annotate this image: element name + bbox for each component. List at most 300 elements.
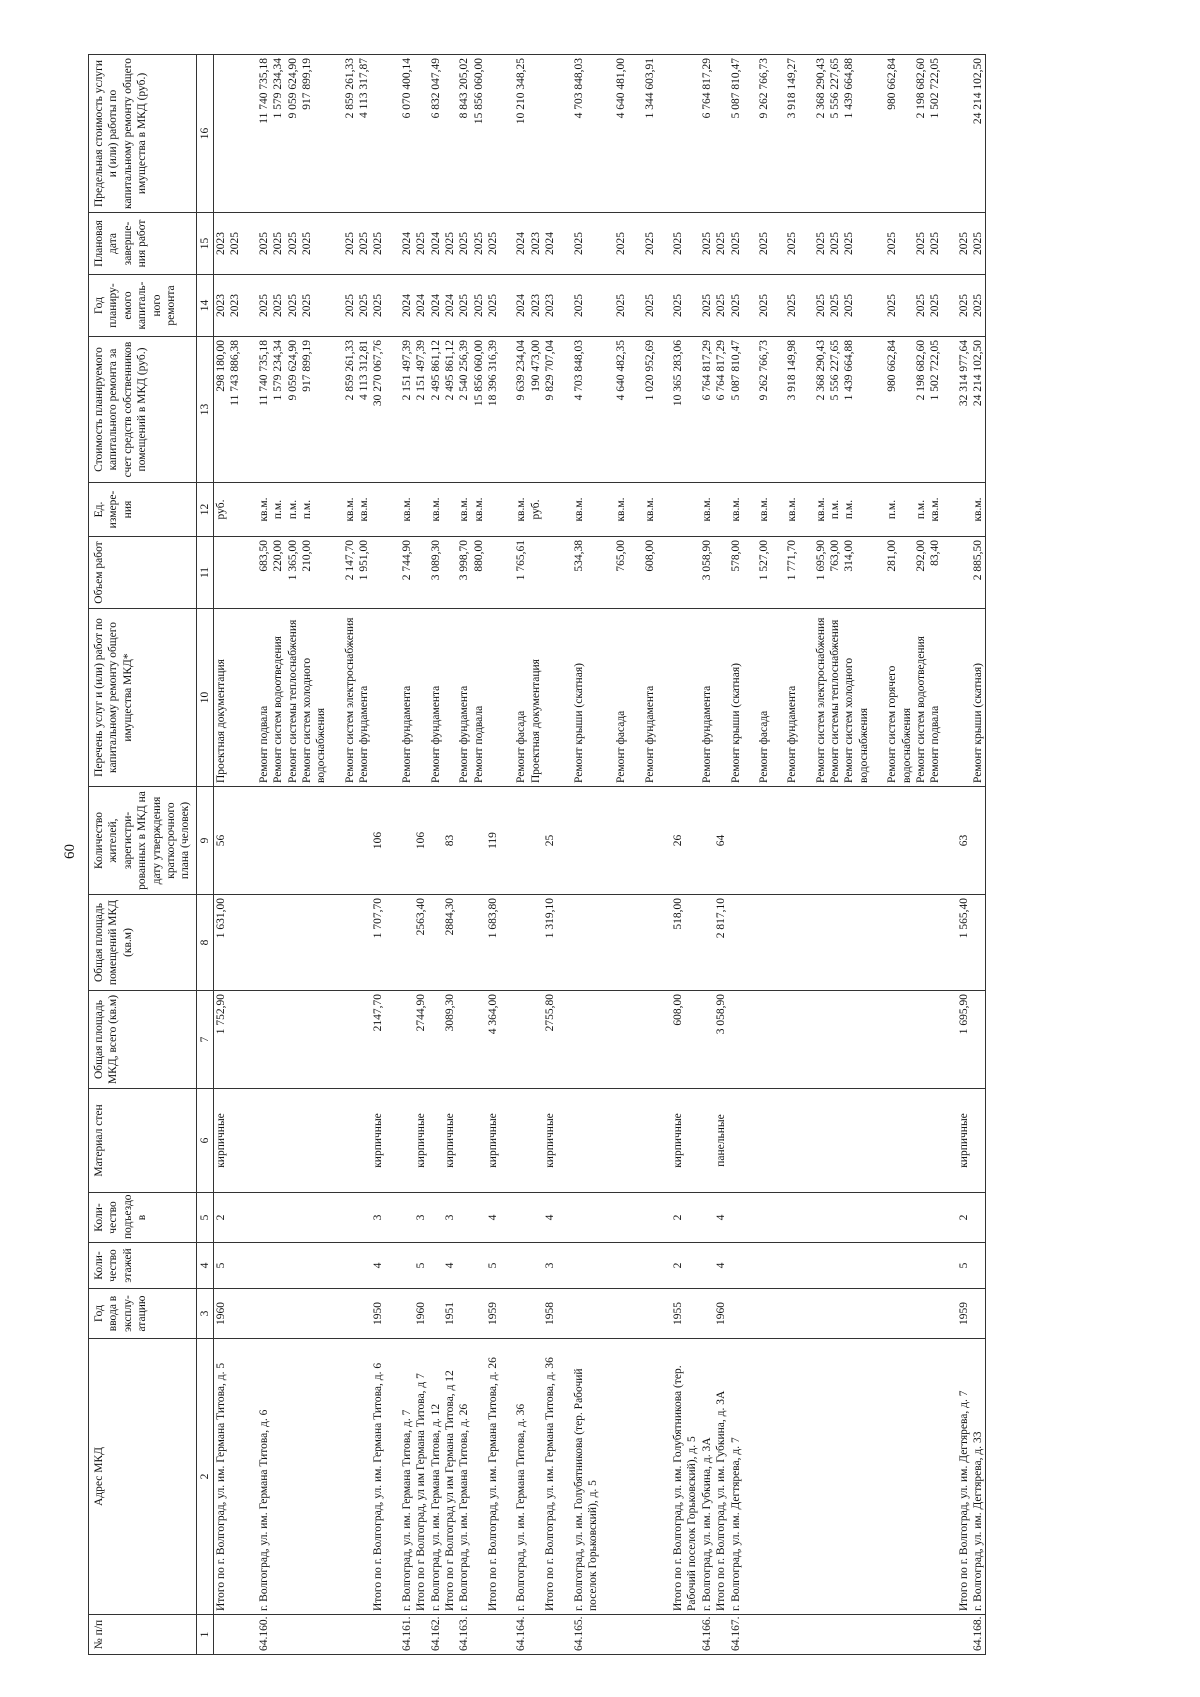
table-cell bbox=[357, 1193, 371, 1243]
table-cell: 106 bbox=[414, 787, 428, 895]
table-cell: 1 344 603,91 bbox=[643, 55, 657, 213]
table-row bbox=[971, 55, 986, 1655]
table-cell: 2024 bbox=[414, 275, 428, 337]
table-cell bbox=[457, 1289, 471, 1339]
table-cell bbox=[614, 1339, 628, 1615]
table-cell: 2025 bbox=[971, 275, 986, 337]
table-cell: г. Волгоград, ул. им. Германа Титова, д. 36 bbox=[514, 1339, 528, 1615]
table-cell: 2025 bbox=[757, 275, 771, 337]
table-cell: 2 744,90 bbox=[400, 537, 414, 609]
empty-cell bbox=[743, 1193, 757, 1243]
table-cell bbox=[228, 483, 242, 537]
empty-cell bbox=[871, 787, 885, 895]
table-cell bbox=[300, 1089, 329, 1193]
table-cell: кв.м. bbox=[643, 483, 657, 537]
empty-cell bbox=[657, 1339, 671, 1615]
table-cell bbox=[814, 1339, 828, 1615]
table-cell: 18 396 316,39 bbox=[486, 337, 500, 483]
column-header: Предельная стоимость услуги и (или) работы по капитальному ремонту общего имущества в МКД (руб.) bbox=[89, 55, 197, 213]
table-cell: 2025 bbox=[286, 213, 300, 275]
empty-cell bbox=[500, 895, 514, 991]
table-cell: Ремонт систем холодного водоснабжения bbox=[300, 609, 329, 787]
table-cell: Итого по г Волгоград ул им Германа Титова, д 12 bbox=[443, 1339, 457, 1615]
table-cell: кв.м. bbox=[472, 483, 486, 537]
empty-cell bbox=[657, 1193, 671, 1243]
empty-cell bbox=[629, 991, 643, 1089]
empty-cell bbox=[800, 213, 814, 275]
empty-cell bbox=[500, 275, 514, 337]
table-cell: Итого по г Волгоград, ул им Германа Титова, д 7 bbox=[414, 1339, 428, 1615]
table-cell: Ремонт фундамента bbox=[785, 609, 799, 787]
table-cell bbox=[486, 55, 500, 213]
table-cell bbox=[885, 895, 914, 991]
table-cell: Ремонт крыши (скатная) bbox=[729, 609, 743, 787]
table-cell: 11 740 735,18 bbox=[257, 337, 271, 483]
table-cell bbox=[257, 787, 271, 895]
table-cell: 6 832 047,49 bbox=[429, 55, 443, 213]
table-cell: 1960 bbox=[214, 1289, 229, 1339]
table-cell bbox=[928, 1339, 942, 1615]
table-cell bbox=[828, 1339, 842, 1615]
table-cell bbox=[957, 609, 971, 787]
table-cell bbox=[928, 1193, 942, 1243]
table-cell bbox=[257, 1243, 271, 1289]
table-row bbox=[228, 55, 242, 1655]
empty-cell bbox=[800, 1339, 814, 1615]
table-cell bbox=[286, 991, 300, 1089]
table-cell: Ремонт систем холодного водоснабжения bbox=[842, 609, 871, 787]
table-row bbox=[214, 55, 229, 1655]
table-cell bbox=[828, 1193, 842, 1243]
empty-cell bbox=[800, 537, 814, 609]
table-cell: 63 bbox=[957, 787, 971, 895]
capital-repair-table bbox=[88, 54, 986, 1655]
table-cell: кирпичные bbox=[414, 1089, 428, 1193]
table-cell: 2025 bbox=[914, 213, 928, 275]
column-header: Стоимость планируемого капитального ремонта за счет средств собственников помещений в МКД (руб.) bbox=[89, 337, 197, 483]
spacer-row bbox=[800, 55, 814, 1655]
table-cell bbox=[671, 609, 700, 787]
table-cell bbox=[671, 55, 700, 213]
table-cell bbox=[271, 1615, 285, 1655]
table-cell: 2025 bbox=[443, 213, 457, 275]
table-cell bbox=[885, 1243, 914, 1289]
table-row bbox=[343, 55, 357, 1655]
table-cell bbox=[700, 895, 714, 991]
table-cell bbox=[472, 787, 486, 895]
empty-cell bbox=[871, 275, 885, 337]
table-cell bbox=[228, 55, 242, 213]
table-cell: 2025 bbox=[357, 275, 371, 337]
table-cell: 30 270 067,76 bbox=[371, 337, 385, 483]
table-cell: 2025 bbox=[300, 275, 329, 337]
column-number: 8 bbox=[196, 895, 213, 991]
table-cell: 4 703 848,03 bbox=[572, 337, 601, 483]
table-cell bbox=[472, 991, 486, 1089]
table-cell: 64.167. bbox=[729, 1615, 743, 1655]
table-cell bbox=[286, 1615, 300, 1655]
empty-cell bbox=[386, 1089, 400, 1193]
empty-cell bbox=[558, 609, 572, 787]
table-cell: 1 752,90 bbox=[214, 991, 229, 1089]
table-cell: 3 bbox=[371, 1193, 385, 1243]
table-cell bbox=[343, 1193, 357, 1243]
table-cell bbox=[486, 537, 500, 609]
table-cell: Итого по г. Волгоград, ул. им. Дегтярева, д. 7 bbox=[957, 1339, 971, 1615]
table-cell: 1 319,10 bbox=[543, 895, 557, 991]
empty-cell bbox=[943, 213, 957, 275]
empty-cell bbox=[558, 55, 572, 213]
table-cell bbox=[400, 991, 414, 1089]
table-cell: Ремонт фасада bbox=[614, 609, 628, 787]
table-cell: кирпичные bbox=[214, 1089, 229, 1193]
table-cell: 2024 bbox=[543, 213, 557, 275]
empty-cell bbox=[600, 483, 614, 537]
table-cell: 1 683,80 bbox=[486, 895, 500, 991]
table-cell bbox=[414, 1615, 428, 1655]
table-cell: 4 703 848,03 bbox=[572, 55, 601, 213]
empty-cell bbox=[500, 55, 514, 213]
empty-cell bbox=[600, 991, 614, 1089]
table-cell: 3 058,90 bbox=[700, 537, 714, 609]
empty-cell bbox=[629, 1289, 643, 1339]
table-cell bbox=[400, 1289, 414, 1339]
table-cell bbox=[971, 1289, 986, 1339]
table-cell: Ремонт систем электроснабжения bbox=[343, 609, 357, 787]
table-cell bbox=[300, 895, 329, 991]
table-cell: 2023 bbox=[529, 275, 543, 337]
table-cell bbox=[271, 1289, 285, 1339]
empty-cell bbox=[743, 1615, 757, 1655]
table-row bbox=[514, 55, 528, 1655]
table-cell bbox=[714, 537, 728, 609]
column-header: Коли-чество этажей bbox=[89, 1243, 197, 1289]
table-cell: 1 771,70 bbox=[785, 537, 799, 609]
table-row bbox=[257, 55, 271, 1655]
table-cell bbox=[429, 1193, 443, 1243]
empty-cell bbox=[800, 483, 814, 537]
table-cell: Ремонт фасада bbox=[757, 609, 771, 787]
table-cell: 2755,80 bbox=[543, 991, 557, 1089]
table-cell bbox=[457, 1193, 471, 1243]
table-cell: панельные bbox=[714, 1089, 728, 1193]
empty-cell bbox=[600, 1615, 614, 1655]
column-header: Общая площадь МКД, всего (кв.м) bbox=[89, 991, 197, 1089]
column-number: 9 bbox=[196, 787, 213, 895]
header-row bbox=[89, 55, 197, 1655]
table-cell bbox=[514, 1089, 528, 1193]
table-cell: п.м. bbox=[300, 483, 329, 537]
table-cell: 15 856 060,00 bbox=[472, 337, 486, 483]
table-cell bbox=[271, 895, 285, 991]
empty-cell bbox=[800, 55, 814, 213]
table-cell bbox=[914, 991, 928, 1089]
table-cell: 518,00 bbox=[671, 895, 700, 991]
table-cell: 5 bbox=[414, 1243, 428, 1289]
table-cell bbox=[914, 1339, 928, 1615]
table-cell: 980 662,84 bbox=[885, 337, 914, 483]
empty-cell bbox=[329, 1615, 343, 1655]
table-cell bbox=[729, 1289, 743, 1339]
empty-cell bbox=[629, 787, 643, 895]
table-cell: 2025 bbox=[828, 213, 842, 275]
table-cell: 2 151 497,39 bbox=[414, 337, 428, 483]
empty-cell bbox=[386, 1615, 400, 1655]
column-number: 12 bbox=[196, 483, 213, 537]
table-cell: 2024 bbox=[514, 213, 528, 275]
table-cell: 4 364,00 bbox=[486, 991, 500, 1089]
empty-cell bbox=[871, 991, 885, 1089]
table-cell bbox=[842, 787, 871, 895]
table-cell: 2025 bbox=[457, 213, 471, 275]
table-row bbox=[429, 55, 443, 1655]
table-cell: 64.164. bbox=[514, 1615, 528, 1655]
table-cell: 119 bbox=[486, 787, 500, 895]
empty-cell bbox=[771, 991, 785, 1089]
table-cell bbox=[400, 787, 414, 895]
table-cell: 2023 bbox=[214, 213, 229, 275]
table-cell: 2 495 861,12 bbox=[429, 337, 443, 483]
table-cell: 2025 bbox=[828, 275, 842, 337]
table-cell: 2025 bbox=[714, 213, 728, 275]
column-header: Материал стен bbox=[89, 1089, 197, 1193]
table-cell: 56 bbox=[214, 787, 229, 895]
table-cell bbox=[514, 1243, 528, 1289]
table-cell bbox=[228, 895, 242, 991]
table-cell: 64.162. bbox=[429, 1615, 443, 1655]
empty-cell bbox=[558, 1339, 572, 1615]
empty-cell bbox=[386, 895, 400, 991]
empty-cell bbox=[743, 337, 757, 483]
table-cell bbox=[357, 1089, 371, 1193]
table-cell bbox=[286, 1193, 300, 1243]
empty-cell bbox=[386, 1339, 400, 1615]
table-cell: Проектная документация bbox=[214, 609, 229, 787]
empty-cell bbox=[871, 483, 885, 537]
table-cell: 683,50 bbox=[257, 537, 271, 609]
table-cell: 26 bbox=[671, 787, 700, 895]
empty-cell bbox=[329, 537, 343, 609]
table-cell: 2025 bbox=[957, 275, 971, 337]
table-cell: 25 bbox=[543, 787, 557, 895]
table-cell bbox=[757, 1243, 771, 1289]
empty-cell bbox=[243, 483, 257, 537]
table-cell: 3 bbox=[443, 1193, 457, 1243]
table-cell bbox=[371, 609, 385, 787]
table-cell: г. Волгоград, ул. им. Дегтярева, д. 33 bbox=[971, 1339, 986, 1615]
table-cell bbox=[671, 1615, 700, 1655]
table-cell: 2 859 261,33 bbox=[343, 55, 357, 213]
table-cell: 1 439 664,88 bbox=[842, 337, 871, 483]
table-cell: Итого по г. Волгоград, ул. им. Германа Титова, д. 6 bbox=[371, 1339, 385, 1615]
table-cell: 5 bbox=[214, 1243, 229, 1289]
table-row bbox=[814, 55, 828, 1655]
empty-cell bbox=[243, 537, 257, 609]
table-cell bbox=[814, 1615, 828, 1655]
table-cell bbox=[671, 537, 700, 609]
table-cell bbox=[357, 991, 371, 1089]
table-cell bbox=[885, 1339, 914, 1615]
empty-cell bbox=[943, 991, 957, 1089]
empty-cell bbox=[500, 537, 514, 609]
spacer-row bbox=[771, 55, 785, 1655]
table-cell bbox=[757, 1615, 771, 1655]
empty-cell bbox=[871, 55, 885, 213]
table-cell: 2884,30 bbox=[443, 895, 457, 991]
empty-cell bbox=[943, 537, 957, 609]
table-cell: 2 bbox=[957, 1193, 971, 1243]
empty-cell bbox=[743, 55, 757, 213]
empty-cell bbox=[743, 537, 757, 609]
empty-cell bbox=[943, 895, 957, 991]
empty-cell bbox=[558, 483, 572, 537]
table-cell: 2025 bbox=[814, 213, 828, 275]
empty-cell bbox=[943, 337, 957, 483]
empty-cell bbox=[329, 787, 343, 895]
empty-cell bbox=[771, 483, 785, 537]
table-cell bbox=[700, 1193, 714, 1243]
table-cell: кирпичные bbox=[957, 1089, 971, 1193]
table-cell bbox=[257, 1193, 271, 1243]
empty-cell bbox=[629, 337, 643, 483]
empty-cell bbox=[558, 787, 572, 895]
table-cell: 2025 bbox=[343, 275, 357, 337]
table-cell bbox=[543, 1615, 557, 1655]
table-row bbox=[714, 55, 728, 1655]
empty-cell bbox=[600, 1089, 614, 1193]
empty-cell bbox=[800, 787, 814, 895]
table-cell bbox=[472, 1339, 486, 1615]
empty-cell bbox=[558, 991, 572, 1089]
table-cell: п.м. bbox=[828, 483, 842, 537]
table-cell bbox=[257, 1089, 271, 1193]
empty-cell bbox=[657, 1615, 671, 1655]
empty-cell bbox=[500, 787, 514, 895]
empty-cell bbox=[771, 213, 785, 275]
table-cell bbox=[814, 991, 828, 1089]
table-cell bbox=[529, 1289, 543, 1339]
table-cell: Ремонт фундамента bbox=[357, 609, 371, 787]
table-cell: Ремонт фундамента bbox=[457, 609, 471, 787]
table-cell bbox=[885, 1193, 914, 1243]
table-cell: 298 180,00 bbox=[214, 337, 229, 483]
table-cell bbox=[300, 1289, 329, 1339]
column-header: Год ввода в эксплу-атацию bbox=[89, 1289, 197, 1339]
empty-cell bbox=[771, 1339, 785, 1615]
table-cell bbox=[514, 1289, 528, 1339]
column-number-row bbox=[196, 55, 213, 1655]
empty-cell bbox=[943, 1615, 957, 1655]
table-cell: 2025 bbox=[785, 213, 799, 275]
table-row bbox=[671, 55, 700, 1655]
empty-cell bbox=[657, 787, 671, 895]
table-cell bbox=[400, 895, 414, 991]
table-cell: 1950 bbox=[371, 1289, 385, 1339]
table-cell bbox=[572, 991, 601, 1089]
table-cell bbox=[700, 1089, 714, 1193]
table-cell bbox=[957, 537, 971, 609]
table-cell: кв.м. bbox=[343, 483, 357, 537]
table-cell bbox=[271, 1193, 285, 1243]
table-cell: 2025 bbox=[472, 275, 486, 337]
table-cell bbox=[414, 609, 428, 787]
table-cell: кв.м. bbox=[514, 483, 528, 537]
table-cell bbox=[971, 895, 986, 991]
table-cell: 2 198 682,60 bbox=[914, 55, 928, 213]
table-cell: 83 bbox=[443, 787, 457, 895]
table-cell bbox=[271, 1089, 285, 1193]
empty-cell bbox=[657, 1243, 671, 1289]
empty-cell bbox=[800, 275, 814, 337]
table-cell bbox=[828, 895, 842, 991]
table-cell: Итого по г. Волгоград, ул. им. Германа Титова, д. 5 bbox=[214, 1339, 229, 1615]
table-cell bbox=[842, 991, 871, 1089]
table-cell bbox=[828, 1615, 842, 1655]
table-cell bbox=[971, 787, 986, 895]
table-cell bbox=[443, 609, 457, 787]
spacer-row bbox=[386, 55, 400, 1655]
table-cell: г. Волгоград, ул. им. Германа Титова, д. 26 bbox=[457, 1339, 471, 1615]
table-cell: 1 631,00 bbox=[214, 895, 229, 991]
empty-cell bbox=[243, 1615, 257, 1655]
table-cell bbox=[971, 1193, 986, 1243]
table-cell: 2025 bbox=[971, 213, 986, 275]
table-cell: 2025 bbox=[814, 275, 828, 337]
table-cell: 2 368 290,43 bbox=[814, 55, 828, 213]
table-cell bbox=[643, 1089, 657, 1193]
empty-cell bbox=[243, 609, 257, 787]
table-cell: 765,00 bbox=[614, 537, 628, 609]
table-cell: 2025 bbox=[486, 275, 500, 337]
empty-cell bbox=[329, 213, 343, 275]
empty-cell bbox=[558, 213, 572, 275]
table-cell: 3 089,30 bbox=[429, 537, 443, 609]
empty-cell bbox=[657, 55, 671, 213]
table-cell bbox=[971, 991, 986, 1089]
table-cell: 220,00 bbox=[271, 537, 285, 609]
empty-cell bbox=[800, 609, 814, 787]
table-cell bbox=[785, 1615, 799, 1655]
empty-cell bbox=[600, 537, 614, 609]
table-cell: 2024 bbox=[514, 275, 528, 337]
table-cell: 2025 bbox=[671, 213, 700, 275]
table-cell bbox=[228, 1289, 242, 1339]
table-cell: 4 640 482,35 bbox=[614, 337, 628, 483]
table-cell bbox=[228, 1089, 242, 1193]
table-cell bbox=[429, 895, 443, 991]
table-cell bbox=[643, 1193, 657, 1243]
column-header: Адрес МКД bbox=[89, 1339, 197, 1615]
empty-cell bbox=[500, 1339, 514, 1615]
spacer-row bbox=[243, 55, 257, 1655]
table-cell: 24 214 102,50 bbox=[971, 55, 986, 213]
table-cell bbox=[885, 1089, 914, 1193]
table-row bbox=[371, 55, 385, 1655]
table-cell bbox=[757, 1193, 771, 1243]
table-cell: 2025 bbox=[885, 213, 914, 275]
empty-cell bbox=[871, 1243, 885, 1289]
table-cell: 24 214 102,50 bbox=[971, 337, 986, 483]
empty-cell bbox=[600, 1193, 614, 1243]
table-cell: 5 556 227,65 bbox=[828, 337, 842, 483]
table-cell: кв.м. bbox=[257, 483, 271, 537]
table-cell bbox=[472, 1089, 486, 1193]
table-cell: 4 bbox=[714, 1243, 728, 1289]
table-cell bbox=[529, 1339, 543, 1615]
table-cell bbox=[785, 1089, 799, 1193]
table-cell bbox=[357, 1339, 371, 1615]
table-cell: 2 817,10 bbox=[714, 895, 728, 991]
